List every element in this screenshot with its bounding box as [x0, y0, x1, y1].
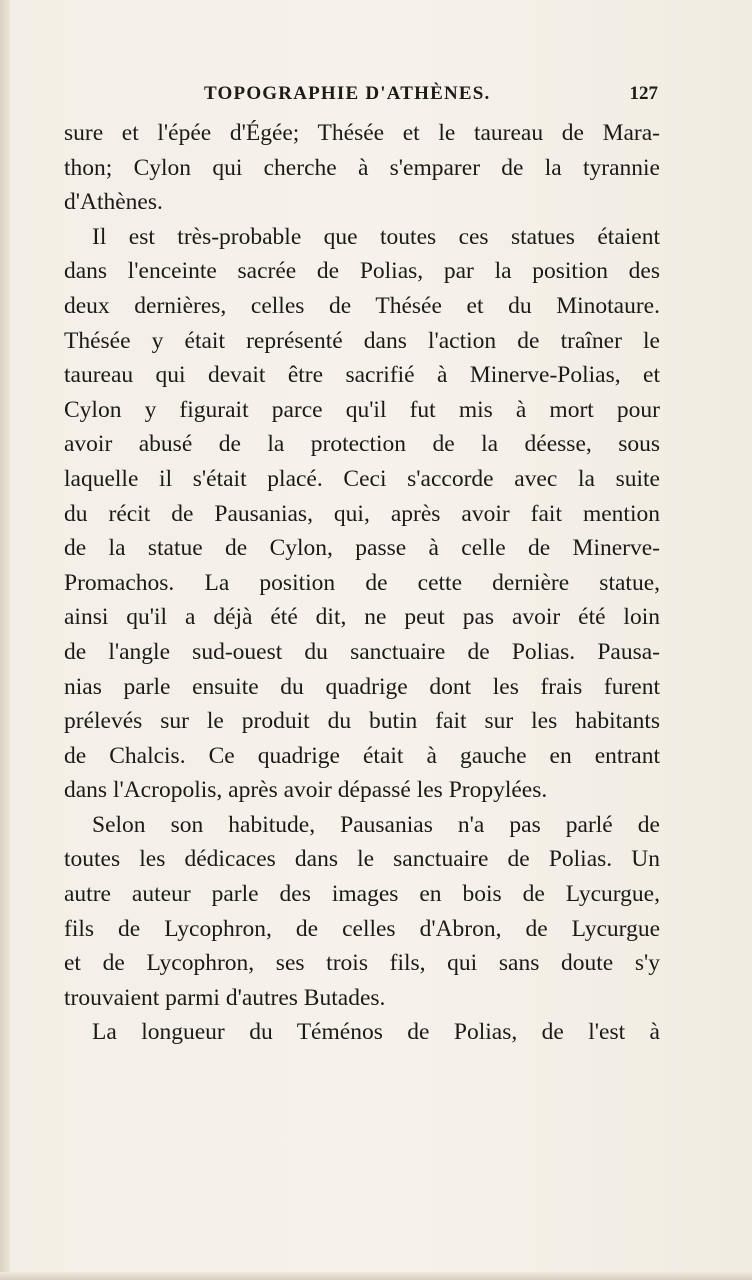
text-line: de l'angle sud-ouest du sanctuaire de Polias. Pausa- — [64, 638, 660, 665]
paragraph-first-line: Il est très-probable que toutes ces statues étaient — [92, 223, 660, 250]
page-bottom-edge — [0, 1272, 752, 1280]
text-line: trouvaient parmi d'autres Butades. — [64, 984, 386, 1011]
paragraph-first-line: La longueur du Téménos de Polias, de l'est à — [92, 1019, 660, 1046]
text-line: deux dernières, celles de Thésée et du Minotaure. — [64, 292, 660, 319]
text-line: prélevés sur le produit du butin fait sur les habitants — [64, 708, 660, 735]
text-line: Promachos. La position de cette dernière statue, — [64, 569, 660, 596]
paragraph-first-line: Selon son habitude, Pausanias n'a pas parlé de — [92, 811, 660, 838]
text-line: sure et l'épée d'Égée; Thésée et le taureau de Mara- — [64, 120, 660, 146]
text-line: du récit de Pausanias, qui, après avoir fait mention — [64, 500, 660, 527]
running-title: TOPOGRAPHIE D'ATHÈNES. — [204, 83, 491, 104]
text-line: ainsi qu'il a déjà été dit, ne peut pas avoir été loin — [64, 604, 660, 631]
text-line: dans l'enceinte sacrée de Polias, par la position des — [64, 258, 660, 285]
page-gutter-edge — [0, 0, 10, 1280]
text-line: et de Lycophron, ses trois fils, qui sans doute s'y — [64, 950, 660, 977]
text-line: autre auteur parle des images en bois de Lycurgue, — [64, 881, 660, 908]
body-text — [64, 116, 660, 1050]
text-line: dans l'Acropolis, après avoir dépassé les Propylées. — [64, 777, 548, 804]
text-line: nias parle ensuite du quadrige dont les frais furent — [64, 673, 660, 700]
text-line: toutes les dédicaces dans le sanctuaire de Polias. Un — [64, 846, 660, 873]
text-line: laquelle il s'était placé. Ceci s'accorde avec la suite — [64, 465, 660, 492]
text-line: de Chalcis. Ce quadrige était à gauche en entrant — [64, 742, 660, 769]
text-line: fils de Lycophron, de celles d'Abron, de Lycurgue — [64, 915, 660, 942]
text-line: d'Athènes. — [64, 189, 163, 216]
page-number: 127 — [629, 83, 658, 104]
text-line: Cylon y figurait parce qu'il fut mis à mort pour — [64, 396, 660, 423]
text-line: taureau qui devait être sacrifié à Minerve-Polias, et — [64, 362, 660, 389]
page-header — [64, 80, 664, 110]
text-line: avoir abusé de la protection de la déesse, sous — [64, 431, 660, 458]
text-line: de la statue de Cylon, passe à celle de Minerve- — [64, 535, 660, 562]
text-line: thon; Cylon qui cherche à s'emparer de la tyrannie — [64, 154, 660, 181]
text-line: Thésée y était représenté dans l'action de traîner le — [64, 327, 660, 354]
